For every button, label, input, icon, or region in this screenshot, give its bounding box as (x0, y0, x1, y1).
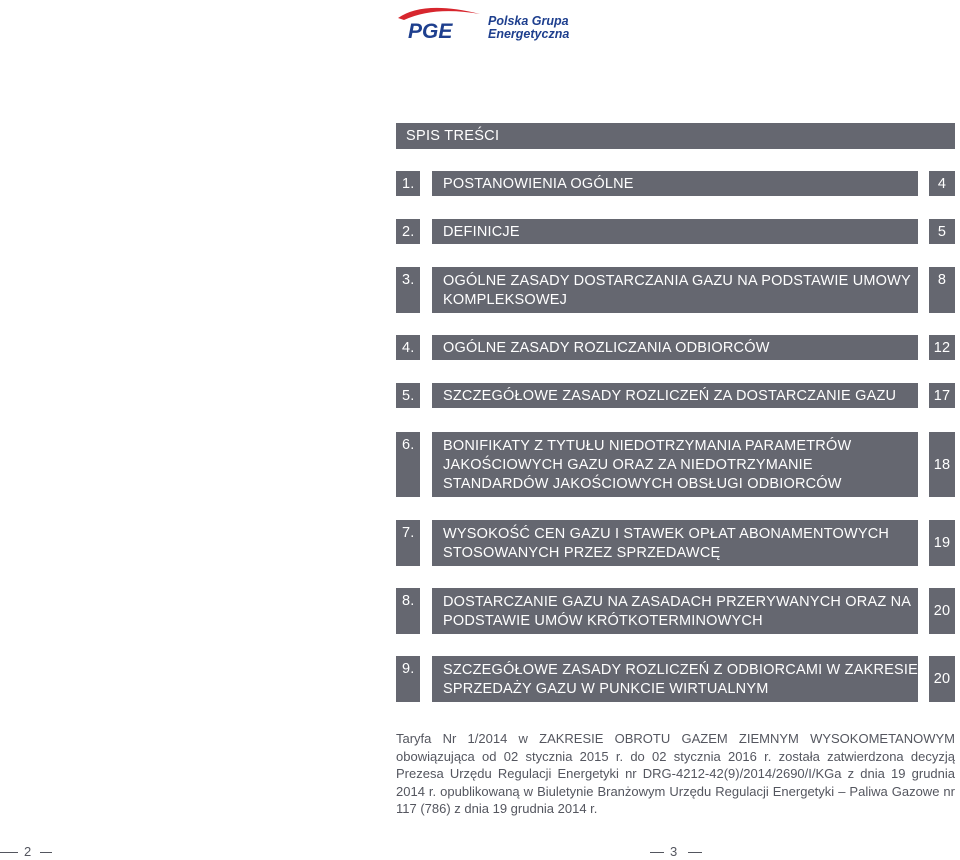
toc-item-page: 8 (929, 267, 955, 313)
toc-item-page: 19 (929, 520, 955, 566)
toc-item-number: 9. (396, 656, 420, 702)
toc-item[interactable] (396, 656, 955, 702)
toc-item[interactable] (396, 432, 955, 497)
footer-page-left: 2 (24, 844, 32, 859)
toc-item-title[interactable]: BONIFIKATY Z TYTUŁU NIEDOTRZYMANIA PARAMETRÓW JAKOŚCIOWYCH GAZU ORAZ ZA NIEDOTRZYMANIE STANDARDÓW JAKOŚCIOWYCH OBSŁUGI ODBIORCÓW (432, 432, 918, 497)
toc-item[interactable] (396, 588, 955, 634)
toc-header: SPIS TREŚCI (396, 123, 955, 149)
tariff-note: Taryfa Nr 1/2014 w ZAKRESIE OBROTU GAZEM ZIEMNYM WYSOKOMETANOWYM obowiązująca od 02 stycznia 2015 r. do 02 stycznia 2016 r. została zatwierdzona decyzją Prezesa Urzędu Regulacji Energetyki nr DRG-4212-42(9)/2014/2690/I/KGa z dnia 19 grudnia 2014 r. opublikowaną w Biuletynie Branżowym Urzędu Regulacji Energetyki – Paliwa Gazowe nr 117 (786) z dnia 19 grudnia 2014 r. (396, 731, 955, 816)
toc-item-title[interactable]: DEFINICJE (432, 219, 918, 244)
toc-item-page: 20 (929, 656, 955, 702)
footer-rule-right (650, 852, 664, 853)
toc-item-title[interactable]: POSTANOWIENIA OGÓLNE (432, 171, 918, 196)
footer-rule-left-after (40, 852, 52, 853)
toc-item-page: 18 (929, 432, 955, 497)
toc-item-page: 5 (929, 219, 955, 244)
toc-item-number: 1. (396, 171, 420, 196)
pge-logo (394, 4, 584, 44)
footer-page-right: 3 (670, 844, 678, 859)
toc-item[interactable] (396, 520, 955, 566)
logo-name-line2: Energetyczna (488, 27, 570, 41)
footer-rule-right-after (688, 852, 702, 853)
toc-item-title[interactable]: SZCZEGÓŁOWE ZASADY ROZLICZEŃ ZA DOSTARCZANIE GAZU (432, 383, 918, 408)
toc-item[interactable] (396, 219, 955, 244)
logo-name-line1: Polska Grupa (488, 14, 569, 28)
toc-item-number: 4. (396, 335, 420, 360)
toc-item-title[interactable]: OGÓLNE ZASADY DOSTARCZANIA GAZU NA PODSTAWIE UMOWY KOMPLEKSOWEJ (432, 267, 918, 313)
toc-item-title[interactable]: WYSOKOŚĆ CEN GAZU I STAWEK OPŁAT ABONAMENTOWYCH STOSOWANYCH PRZEZ SPRZEDAWCĘ (432, 520, 918, 566)
toc-item-title[interactable]: DOSTARCZANIE GAZU NA ZASADACH PRZERYWANYCH ORAZ NA PODSTAWIE UMÓW KRÓTKOTERMINOWYCH (432, 588, 918, 634)
toc-item-number: 7. (396, 520, 420, 566)
toc-item-title[interactable]: SZCZEGÓŁOWE ZASADY ROZLICZEŃ Z ODBIORCAMI W ZAKRESIE SPRZEDAŻY GAZU W PUNKCIE WIRTUALNYM (432, 656, 918, 702)
toc-item-page: 20 (929, 588, 955, 634)
toc-item-number: 6. (396, 432, 420, 497)
toc-item[interactable] (396, 171, 955, 196)
logo-company-name (488, 15, 569, 41)
toc-item-number: 2. (396, 219, 420, 244)
toc-item[interactable] (396, 267, 955, 313)
toc-item[interactable] (396, 335, 955, 360)
toc-item-page: 17 (929, 383, 955, 408)
toc-item-number: 5. (396, 383, 420, 408)
toc-item-number: 8. (396, 588, 420, 634)
toc-item-number: 3. (396, 267, 420, 313)
svg-text:PGE: PGE (408, 20, 453, 43)
toc-item-title[interactable]: OGÓLNE ZASADY ROZLICZANIA ODBIORCÓW (432, 335, 918, 360)
toc-item[interactable] (396, 383, 955, 408)
toc-item-page: 12 (929, 335, 955, 360)
pge-logo-mark (394, 4, 486, 44)
toc-item-page: 4 (929, 171, 955, 196)
footer-rule-left (0, 852, 18, 853)
